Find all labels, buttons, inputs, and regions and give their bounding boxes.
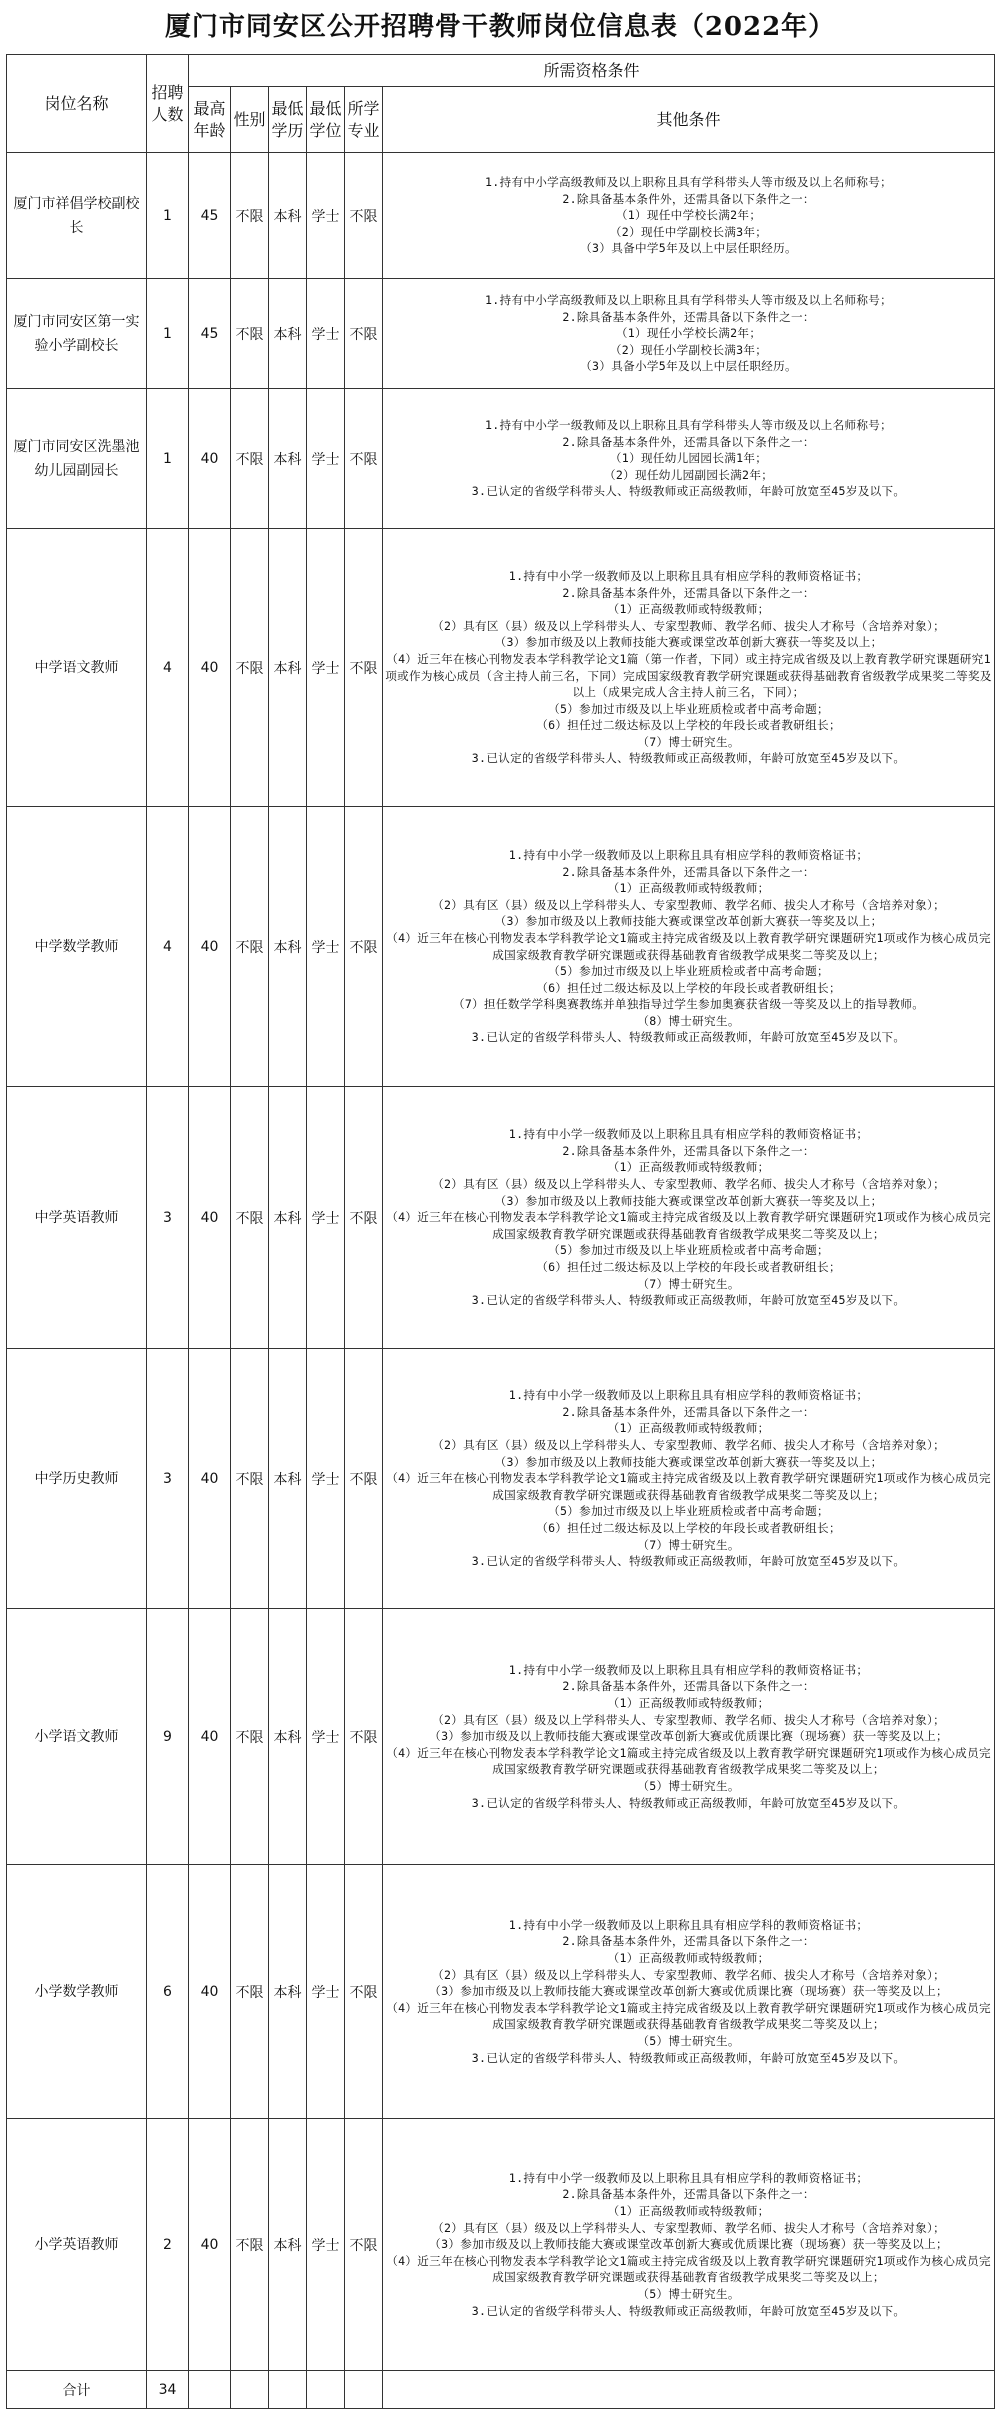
- row-count: 3: [147, 1087, 189, 1349]
- row-max-age: 45: [189, 153, 231, 279]
- positions-table: [6, 54, 995, 2409]
- row-other-conditions: 1.持有中小学一级教师及以上职称且具有相应学科的教师资格证书； 2.除具备基本条件外，还需具备以下条件之一： （1）正高级教师或特级教师； （2）具有区（县）级及以上学科带头人、专家型教师、教学名师、拔尖人才称号（含培养对象）； （3）参加市级及以上教师技能大赛或课堂改革创新大赛或优质课比赛（现场赛）获一等奖及以上； （4）近三年在核心刊物发表本学科教学论文1篇或主持完成省级及以上教育教学研究课题研究1项或作为核心成员完成国家级教育教学研究课题或获得基础教育省级教学成果奖二等奖及以上； （5）博士研究生。 3.已认定的省级学科带头人、特级教师或正高级教师，年龄可放宽至45岁及以下。: [383, 1609, 995, 1865]
- row-education: 本科: [269, 1087, 307, 1349]
- total-row: [7, 2371, 995, 2409]
- row-education: 本科: [269, 153, 307, 279]
- row-major: 不限: [345, 153, 383, 279]
- row-max-age: 40: [189, 2119, 231, 2371]
- row-max-age: 40: [189, 1865, 231, 2119]
- header-min-degree: 最低学位: [307, 87, 345, 153]
- row-degree: 学士: [307, 1349, 345, 1609]
- row-other-conditions: 1.持有中小学高级教师及以上职称且具有学科带头人等市级及以上名师称号； 2.除具备基本条件外，还需具备以下条件之一： （1）现任小学校长满2年； （2）现任小学副校长满3年； （3）具备小学5年及以上中层任职经历。: [383, 279, 995, 389]
- row-major: 不限: [345, 2119, 383, 2371]
- row-gender: 不限: [231, 807, 269, 1087]
- row-count: 3: [147, 1349, 189, 1609]
- header-other: 其他条件: [383, 87, 995, 153]
- row-education: 本科: [269, 1865, 307, 2119]
- row-degree: 学士: [307, 153, 345, 279]
- row-gender: 不限: [231, 529, 269, 807]
- table-row: [7, 1087, 995, 1349]
- document-title: 厦门市同安区公开招聘骨干教师岗位信息表（2022年）: [164, 12, 836, 42]
- row-other-conditions: 1.持有中小学一级教师及以上职称且具有相应学科的教师资格证书； 2.除具备基本条件外，还需具备以下条件之一： （1）正高级教师或特级教师； （2）具有区（县）级及以上学科带头人、专家型教师、教学名师、拔尖人才称号（含培养对象）； （3）参加市级及以上教师技能大赛或课堂改革创新大赛或优质课比赛（现场赛）获一等奖及以上； （4）近三年在核心刊物发表本学科教学论文1篇或主持完成省级及以上教育教学研究课题研究1项或作为核心成员完成国家级教育教学研究课题或获得基础教育省级教学成果奖二等奖及以上； （5）博士研究生。 3.已认定的省级学科带头人、特级教师或正高级教师，年龄可放宽至45岁及以下。: [383, 1865, 995, 2119]
- row-max-age: 40: [189, 529, 231, 807]
- row-degree: 学士: [307, 1609, 345, 1865]
- row-max-age: 40: [189, 389, 231, 529]
- header-qualifications: 所需资格条件: [189, 55, 995, 87]
- table-row: [7, 279, 995, 389]
- row-gender: 不限: [231, 1087, 269, 1349]
- row-other-conditions: 1.持有中小学一级教师及以上职称且具有相应学科的教师资格证书； 2.除具备基本条件外，还需具备以下条件之一： （1）正高级教师或特级教师； （2）具有区（县）级及以上学科带头人、专家型教师、教学名师、拔尖人才称号（含培养对象）； （3）参加市级及以上教师技能大赛或课堂改革创新大赛获一等奖及以上； （4）近三年在核心刊物发表本学科教学论文1篇或主持完成省级及以上教育教学研究课题研究1项或作为核心成员完成国家级教育教学研究课题或获得基础教育省级教学成果奖二等奖及以上； （5）参加过市级及以上毕业班质检或者中高考命题； （6）担任过二级达标及以上学校的年段长或者教研组长； （7）博士研究生。 3.已认定的省级学科带头人、特级教师或正高级教师，年龄可放宽至45岁及以下。: [383, 1349, 995, 1609]
- row-count: 4: [147, 529, 189, 807]
- row-gender: 不限: [231, 2119, 269, 2371]
- row-count: 1: [147, 389, 189, 529]
- row-max-age: 40: [189, 807, 231, 1087]
- row-gender: 不限: [231, 279, 269, 389]
- row-education: 本科: [269, 279, 307, 389]
- row-degree: 学士: [307, 807, 345, 1087]
- table-row: [7, 389, 995, 529]
- row-education: 本科: [269, 807, 307, 1087]
- row-major: 不限: [345, 1349, 383, 1609]
- total-label: 合计: [7, 2371, 147, 2409]
- row-position-name: 中学英语教师: [7, 1087, 147, 1349]
- row-major: 不限: [345, 389, 383, 529]
- row-other-conditions: 1.持有中小学高级教师及以上职称且具有学科带头人等市级及以上名师称号； 2.除具备基本条件外，还需具备以下条件之一： （1）现任中学校长满2年； （2）现任中学副校长满3年； （3）具备中学5年及以上中层任职经历。: [383, 153, 995, 279]
- row-gender: 不限: [231, 1349, 269, 1609]
- row-max-age: 40: [189, 1087, 231, 1349]
- row-position-name: 小学数学教师: [7, 1865, 147, 2119]
- row-degree: 学士: [307, 1087, 345, 1349]
- table-row: [7, 153, 995, 279]
- table-row: [7, 2119, 995, 2371]
- row-education: 本科: [269, 1609, 307, 1865]
- row-position-name: 中学语文教师: [7, 529, 147, 807]
- row-max-age: 40: [189, 1349, 231, 1609]
- table-row: [7, 1865, 995, 2119]
- row-major: 不限: [345, 529, 383, 807]
- row-gender: 不限: [231, 1865, 269, 2119]
- row-gender: 不限: [231, 389, 269, 529]
- total-count: 34: [147, 2371, 189, 2409]
- row-major: 不限: [345, 1865, 383, 2119]
- row-count: 1: [147, 279, 189, 389]
- table-row: [7, 529, 995, 807]
- row-count: 1: [147, 153, 189, 279]
- row-position-name: 中学数学教师: [7, 807, 147, 1087]
- row-position-name: 中学历史教师: [7, 1349, 147, 1609]
- row-degree: 学士: [307, 279, 345, 389]
- row-degree: 学士: [307, 529, 345, 807]
- row-position-name: 厦门市同安区第一实验小学副校长: [7, 279, 147, 389]
- header-position: 岗位名称: [7, 55, 147, 153]
- header-count: 招聘人数: [147, 55, 189, 153]
- row-major: 不限: [345, 279, 383, 389]
- row-major: 不限: [345, 807, 383, 1087]
- row-count: 2: [147, 2119, 189, 2371]
- row-education: 本科: [269, 2119, 307, 2371]
- header-max-age: 最高年龄: [189, 87, 231, 153]
- row-count: 6: [147, 1865, 189, 2119]
- row-count: 9: [147, 1609, 189, 1865]
- row-gender: 不限: [231, 153, 269, 279]
- row-position-name: 小学英语教师: [7, 2119, 147, 2371]
- row-other-conditions: 1.持有中小学一级教师及以上职称且具有学科带头人等市级及以上名师称号； 2.除具备基本条件外，还需具备以下条件之一： （1）现任幼儿园园长满1年； （2）现任幼儿园副园长满2年； 3.已认定的省级学科带头人、特级教师或正高级教师，年龄可放宽至45岁及以下。: [383, 389, 995, 529]
- row-degree: 学士: [307, 389, 345, 529]
- row-degree: 学士: [307, 2119, 345, 2371]
- row-position-name: 厦门市同安区洗墨池幼儿园副园长: [7, 389, 147, 529]
- row-max-age: 45: [189, 279, 231, 389]
- row-other-conditions: 1.持有中小学一级教师及以上职称且具有相应学科的教师资格证书； 2.除具备基本条件外，还需具备以下条件之一： （1）正高级教师或特级教师； （2）具有区（县）级及以上学科带头人、专家型教师、教学名师、拔尖人才称号（含培养对象）； （3）参加市级及以上教师技能大赛或课堂改革创新大赛获一等奖及以上； （4）近三年在核心刊物发表本学科教学论文1篇或主持完成省级及以上教育教学研究课题研究1项或作为核心成员完成国家级教育教学研究课题或获得基础教育省级教学成果奖二等奖及以上； （5）参加过市级及以上毕业班质检或者中高考命题； （6）担任过二级达标及以上学校的年段长或者教研组长； （7）担任数学学科奥赛教练并单独指导过学生参加奥赛获省级一等奖及以上的指导教师。 （8）博士研究生。 3.已认定的省级学科带头人、特级教师或正高级教师，年龄可放宽至45岁及以下。: [383, 807, 995, 1087]
- row-education: 本科: [269, 529, 307, 807]
- row-major: 不限: [345, 1087, 383, 1349]
- row-count: 4: [147, 807, 189, 1087]
- row-gender: 不限: [231, 1609, 269, 1865]
- row-other-conditions: 1.持有中小学一级教师及以上职称且具有相应学科的教师资格证书； 2.除具备基本条件外，还需具备以下条件之一： （1）正高级教师或特级教师； （2）具有区（县）级及以上学科带头人、专家型教师、教学名师、拔尖人才称号（含培养对象）； （3）参加市级及以上教师技能大赛或课堂改革创新大赛获一等奖及以上； （4）近三年在核心刊物发表本学科教学论文1篇或主持完成省级及以上教育教学研究课题研究1项或作为核心成员完成国家级教育教学研究课题或获得基础教育省级教学成果奖二等奖及以上； （5）参加过市级及以上毕业班质检或者中高考命题； （6）担任过二级达标及以上学校的年段长或者教研组长； （7）博士研究生。 3.已认定的省级学科带头人、特级教师或正高级教师，年龄可放宽至45岁及以下。: [383, 1087, 995, 1349]
- header-major: 所学专业: [345, 87, 383, 153]
- header-gender: 性别: [231, 87, 269, 153]
- row-position-name: 厦门市祥倡学校副校长: [7, 153, 147, 279]
- row-major: 不限: [345, 1609, 383, 1865]
- row-education: 本科: [269, 1349, 307, 1609]
- table-row: [7, 1349, 995, 1609]
- row-education: 本科: [269, 389, 307, 529]
- table-row: [7, 1609, 995, 1865]
- row-degree: 学士: [307, 1865, 345, 2119]
- header-min-education: 最低学历: [269, 87, 307, 153]
- table-row: [7, 807, 995, 1087]
- row-other-conditions: 1.持有中小学一级教师及以上职称且具有相应学科的教师资格证书； 2.除具备基本条件外，还需具备以下条件之一： （1）正高级教师或特级教师； （2）具有区（县）级及以上学科带头人、专家型教师、教学名师、拔尖人才称号（含培养对象）； （3）参加市级及以上教师技能大赛或课堂改革创新大赛获一等奖及以上； （4）近三年在核心刊物发表本学科教学论文1篇（第一作者，下同）或主持完成省级及以上教育教学研究课题研究1项或作为核心成员（含主持人前三名，下同）完成国家级教育教学研究课题或获得基础教育省级教学成果奖二等奖及以上（成果完成人含主持人前三名，下同）； （5）参加过市级及以上毕业班质检或者中高考命题； （6）担任过二级达标及以上学校的年段长或者教研组长； （7）博士研究生。 3.已认定的省级学科带头人、特级教师或正高级教师，年龄可放宽至45岁及以下。: [383, 529, 995, 807]
- row-max-age: 40: [189, 1609, 231, 1865]
- row-other-conditions: 1.持有中小学一级教师及以上职称且具有相应学科的教师资格证书； 2.除具备基本条件外，还需具备以下条件之一： （1）正高级教师或特级教师； （2）具有区（县）级及以上学科带头人、专家型教师、教学名师、拔尖人才称号（含培养对象）； （3）参加市级及以上教师技能大赛或课堂改革创新大赛或优质课比赛（现场赛）获一等奖及以上； （4）近三年在核心刊物发表本学科教学论文1篇或主持完成省级及以上教育教学研究课题研究1项或作为核心成员完成国家级教育教学研究课题或获得基础教育省级教学成果奖二等奖及以上； （5）博士研究生。 3.已认定的省级学科带头人、特级教师或正高级教师，年龄可放宽至45岁及以下。: [383, 2119, 995, 2371]
- row-position-name: 小学语文教师: [7, 1609, 147, 1865]
